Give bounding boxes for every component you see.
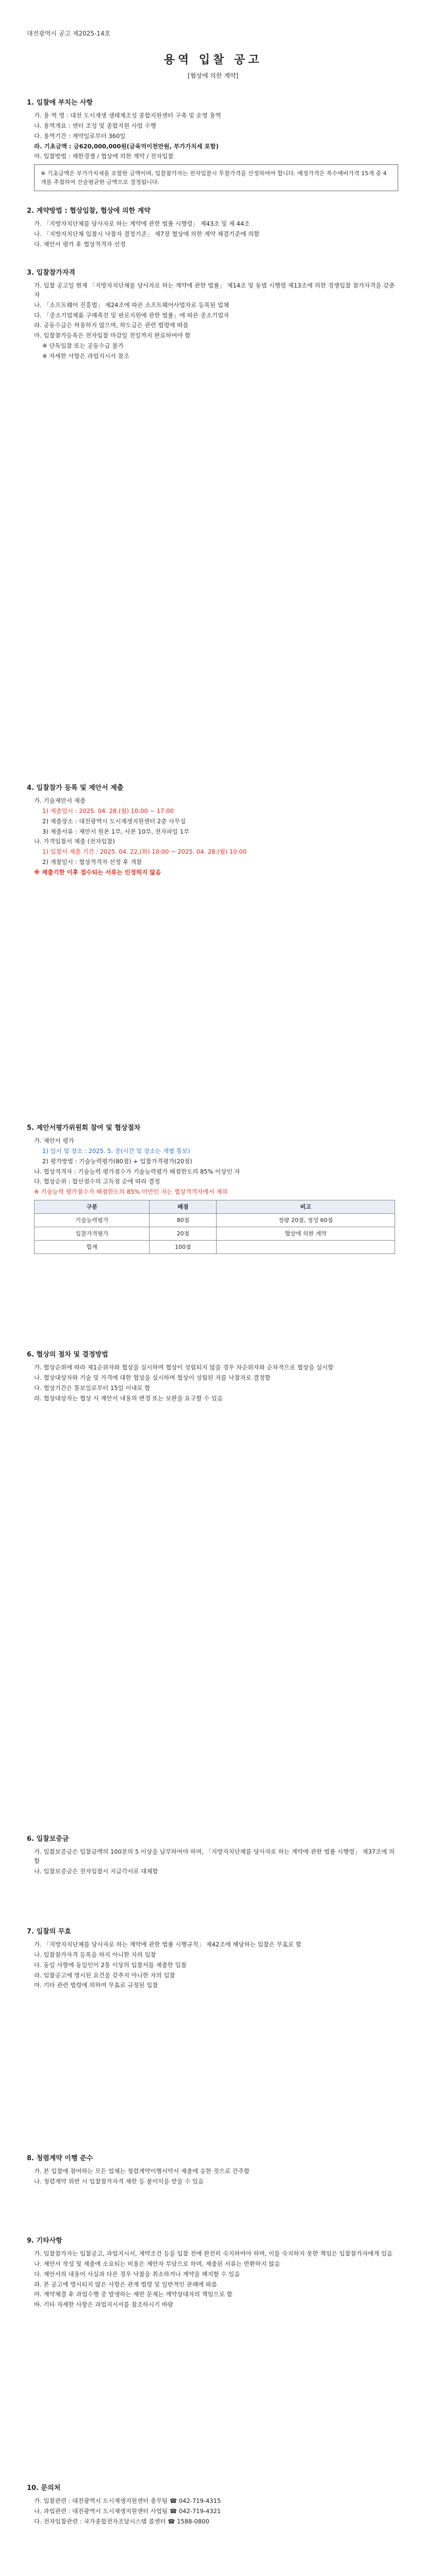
table-row — [35, 1227, 395, 1241]
section-heading: 4. 입찰참가 등록 및 제안서 제출 — [27, 784, 124, 792]
section-line: 나. 용역개요 : 센터 조성 및 종합지원 사업 수행 — [34, 122, 156, 129]
section-4 — [27, 783, 398, 878]
section-line: 3) 제출서류 : 제안서 원본 1부, 사본 10부, 전자파일 1부 — [42, 827, 190, 835]
section-line: 다. 협상순위 : 합산점수의 고득점 순에 따라 결정 — [34, 1178, 160, 1185]
section-line: 가. 「지방자치단체를 당사자로 하는 계약에 관한 법률 시행령」 제43조 및 제 44조 — [34, 220, 250, 228]
table-cell: 100점 — [150, 1241, 217, 1254]
table-cell: 기술능력평가 — [35, 1214, 150, 1227]
table-header: 비고 — [217, 1200, 395, 1214]
section-line: 마. 입찰방법 : 제한경쟁 / 협상에 의한 계약 / 전자입찰 — [34, 152, 174, 160]
note-box: ※ 기초금액은 부가가치세를 포함한 금액이며, 입찰참가자는 전자입찰시 투찰가격을 산정하여야 합니다. 예정가격은 복수예비가격 15개 중 4개를 추첨하여 산술평균한 금액으로 결정됩니다. — [34, 164, 398, 191]
section-line: 나. 「소프트웨어 진흥법」 제24조에 따른 소프트웨어사업자로 등록된 업체 — [34, 301, 229, 309]
contact-line: 나. 과업관련 : 대전광역시 도시재생지원센터 사업팀 ☎ 042-719-4321 — [34, 2507, 221, 2515]
section-misc — [27, 2236, 398, 2311]
section-line: 가. 「지방자치단체를 당사자로 하는 계약에 관한 법률 시행규칙」 제42조에 해당하는 입찰은 무효로 함 — [34, 1941, 302, 1948]
table-cell — [217, 1241, 395, 1254]
section-line: 라. 입찰공고에 명시된 요건을 갖추지 아니한 자의 입찰 — [34, 1971, 175, 1979]
section-line: 1) 입찰서 제출 기간 : 2025. 04. 22.(화) 10:00 ~ 2025. 04. 28.(월) 10:00 — [42, 848, 247, 856]
section-line: 나. 협상적격자 : 기술능력 평가점수가 기술능력평가 배점한도의 85% 이상인 자 — [34, 1167, 240, 1175]
section-line: 1) 제출일시 : 2025. 04. 28.(월) 10:00 ~ 17:00 — [42, 807, 174, 815]
section-line: 가. 용 역 명 : 대전 도시재생 생태계조성 종합지원센터 구축 및 운영 용역 — [34, 112, 221, 120]
section-note: ※ 자세한 사항은 과업지시서 참조 — [42, 352, 129, 360]
section-heading: 1. 입찰에 부치는 사항 — [27, 99, 93, 107]
contact-line: 가. 입찰관련 : 대전광역시 도시재생지원센터 총무팀 ☎ 042-719-4315 — [34, 2497, 221, 2505]
blue-note: ※ 기술능력 평가점수가 배점한도의 85% 미만인 자는 협상적격자에서 제외 — [34, 1188, 228, 1196]
table-cell: 입찰가격평가 — [35, 1227, 150, 1241]
table-cell: 협상에 의한 계약 — [217, 1227, 395, 1241]
section-contact — [27, 2483, 398, 2528]
section-line: 나. 가격입찰서 제출 (전자입찰) — [34, 838, 115, 845]
section-heading: 8. 청렴계약 이행 준수 — [27, 2155, 93, 2162]
section-2 — [27, 206, 398, 250]
section-line: 마. 계약체결 후 과업수행 중 발생하는 제반 문제는 계약상대자의 책임으로 함 — [34, 2291, 233, 2298]
table-cell: 합계 — [35, 1241, 150, 1254]
score-table — [34, 1200, 395, 1254]
section-line: 1) 일시 및 장소 : 2025. 5. 중(시간 및 장소는 개별 통보) — [42, 1147, 190, 1155]
section-line: 가. 입찰참가자는 입찰공고, 과업지시서, 계약조건 등을 입찰 전에 완전히 숙지하여야 하며, 이를 숙지하지 못한 책임은 입찰참가자에게 있음 — [34, 2250, 393, 2258]
table-cell: 정량 20점, 정성 60점 — [217, 1214, 395, 1227]
table-header: 배점 — [150, 1200, 217, 1214]
table-row — [35, 1214, 395, 1227]
section-line: 2) 제출장소 : 대전광역시 도시재생지원센터 2층 사무실 — [42, 817, 186, 825]
section-line: 나. 청렴계약 위반 시 입찰참가자격 제한 등 불이익을 받을 수 있음 — [34, 2177, 204, 2185]
section-line: 다. 「중소기업제품 구매촉진 및 판로지원에 관한 법률」에 따른 중소기업자 — [34, 311, 230, 319]
section-line: 다. 용역기간 : 계약일로부터 360일 — [34, 132, 126, 140]
section-integrity — [27, 2154, 398, 2188]
section-line: 다. 제안서의 내용이 사실과 다른 경우 낙찰을 취소하거나 계약을 해지할 수 있음 — [34, 2270, 240, 2278]
section-line: 마. 입찰참가등록은 전자입찰 마감일 전일까지 완료하여야 함 — [34, 332, 191, 340]
section-heading: 6. 입찰보증금 — [27, 1835, 69, 1843]
notice-title: 용역 입찰 공고 — [163, 54, 263, 66]
section-line: 라. 공동수급은 허용하지 않으며, 하도급은 관련 법령에 따름 — [34, 321, 189, 329]
section-line: 나. 협상대상자와 기술 및 가격에 대한 협상을 실시하며 협상이 성립된 자를 낙찰자로 결정함 — [34, 1374, 271, 1381]
section-line: 마. 기타 관련 법령에 의하여 무효로 규정된 입찰 — [34, 1981, 158, 1989]
section-line: 가. 입찰보증금은 입찰금액의 100분의 5 이상을 납부하여야 하며, 「지방자치단체를 당사자로 하는 계약에 관한 법률 시행령」 제37조에 의함 — [34, 1848, 395, 1865]
section-line: 라. 본 공고에 명시되지 않은 사항은 관계 법령 및 일반적인 관례에 따름 — [34, 2280, 217, 2288]
table-cell: 80점 — [150, 1214, 217, 1227]
section-3 — [27, 268, 398, 362]
section-line: 가. 입찰 공고일 현재 「지방자치단체를 당사자로 하는 계약에 관한 법률」 제14조 및 동법 시행령 제13조에 의한 경쟁입찰 참가자격을 갖춘 자 — [34, 282, 395, 298]
section-5 — [27, 1123, 398, 1257]
section-line: 나. 「지방자치단체 입찰시 낙찰자 결정기준」 제7장 협상에 의한 계약 체결기준에 의함 — [34, 230, 260, 238]
section-heading: 9. 기타사항 — [27, 2237, 62, 2245]
section-heading: 7. 입찰의 무효 — [27, 1928, 71, 1936]
section-line: 가. 제안서 평가 — [34, 1137, 74, 1145]
notice-subtitle: [협상에 의한 계약] — [187, 72, 239, 79]
section-line: 가. 협상순위에 따라 제1순위자와 협상을 실시하며 협상이 성립되지 않을 경우 차순위자와 순차적으로 협상을 실시함 — [34, 1364, 334, 1371]
section-invalid — [27, 1927, 398, 1991]
section-line: 2) 개찰일시 : 협상적격자 선정 후 개찰 — [42, 858, 142, 866]
contact-line: 다. 전자입찰관련 : 국가종합전자조달시스템 콜센터 ☎ 1588-0800 — [34, 2517, 209, 2525]
section-6 — [27, 1350, 398, 1404]
section-line: 가. 기술제안서 제출 — [34, 797, 86, 805]
section-heading: 6. 협상의 절차 및 결정방법 — [27, 1351, 108, 1359]
section-line: 라. 기초금액 : 금620,000,000원(금육억이천만원, 부가가치세 포함) — [34, 142, 219, 150]
section-heading: 2. 계약방법 : 협상입찰, 협상에 의한 계약 — [27, 207, 151, 215]
section-line: 바. 기타 자세한 사항은 과업지시서를 참조하시기 바람 — [34, 2301, 173, 2309]
section-heading: 3. 입찰참가자격 — [27, 269, 75, 277]
section-line: 2) 평가방법 : 기술능력평가(80점) + 입찰가격평가(20점) — [42, 1157, 192, 1165]
section-line: 나. 입찰참가자격 등록을 하지 아니한 자의 입찰 — [34, 1951, 156, 1958]
section-line: 나. 입찰보증금은 전자입찰시 지급각서로 대체함 — [34, 1867, 158, 1875]
table-cell: 20점 — [150, 1227, 217, 1241]
section-line: 라. 협상대상자는 협상 시 제안서 내용의 변경 또는 보완을 요구할 수 있음 — [34, 1394, 223, 1402]
section-line: 다. 협상기간은 통보일로부터 15일 이내로 함 — [34, 1384, 151, 1392]
section-note: ※ 단독입찰 또는 공동수급 불가 — [42, 342, 124, 350]
section-line: 가. 본 입찰에 참여하는 모든 업체는 청렴계약이행서약서 제출에 응한 것으로 간주함 — [34, 2167, 250, 2175]
section-line: 다. 동일 사항에 동일인이 2통 이상의 입찰서를 제출한 입찰 — [34, 1961, 187, 1969]
section-bond — [27, 1834, 398, 1877]
doc-number: 대전광역시 공고 제2025-14호 — [27, 30, 111, 37]
section-line: 다. 제안서 평가 후 협상적격자 선정 — [34, 240, 126, 248]
table-row — [35, 1241, 395, 1254]
section-heading: 10. 문의처 — [27, 2484, 61, 2492]
red-note: ※ 제출기한 이후 접수되는 서류는 인정하지 않음 — [34, 868, 161, 876]
table-header: 구분 — [35, 1200, 150, 1214]
section-line: 나. 제안서 작성 및 제출에 소요되는 비용은 제안자 부담으로 하며, 제출된 서류는 반환하지 않음 — [34, 2260, 280, 2267]
section-heading: 5. 제안서평가위원회 참여 및 협상절차 — [27, 1124, 141, 1132]
section-1 — [27, 98, 398, 194]
